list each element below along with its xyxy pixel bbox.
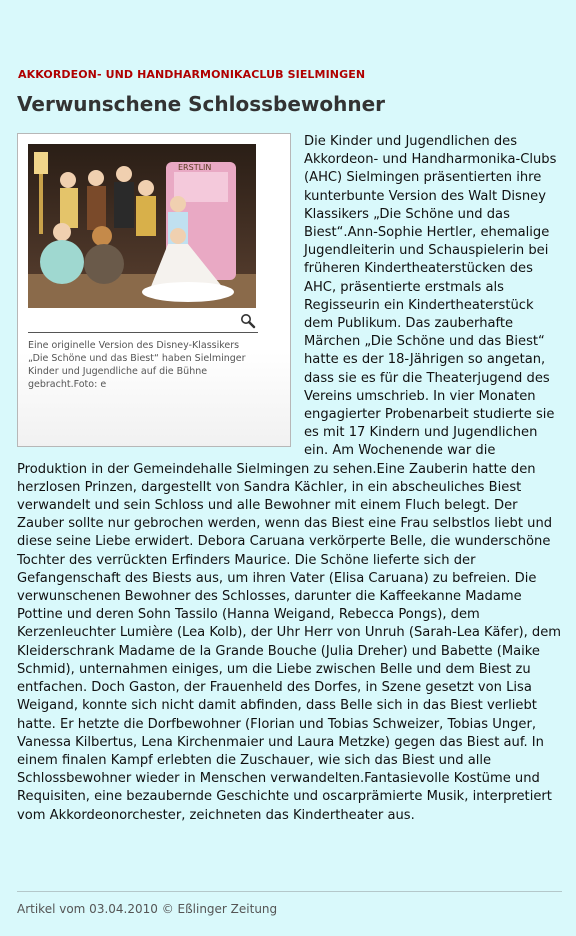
footer-divider	[17, 891, 562, 892]
magnifier-icon[interactable]	[240, 313, 256, 329]
photo-sign-text: ERSTLIN	[178, 163, 212, 172]
article-body	[17, 133, 562, 825]
article-kicker: AKKORDEON- UND HANDHARMONIKACLUB SIELMINGEN	[18, 68, 366, 81]
article-body-text: Die Kinder und Jugendlichen des Akkordeon- und Handharmonika-Clubs (AHC) Sielmingen präsentierten ihre kunterbunte Version des Walt Disney Klassikers „Die Schöne und das Biest“.Ann-Sophie Hertler, ehemalige Jugendleiterin und Schauspielerin bei früheren Kindertheaterstücken des AHC, präsentierte erstmals als Regisseurin ein Kindertheaterstück dem Publikum. Das zauberhafte Märchen „Die Schöne und das Biest“ hatte es der 18-Jährigen so angetan, dass sie es für die Theaterjugend des Vereins umschrieb. In vier Monaten engagierter Probenarbeit studierte sie es mit 17 Kindern und Jugendlichen ein. Am Wochenende war die Produktion in der Gemeindehalle Sielmingen zu sehen.Eine Zauberin hatte den herzlosen Prinzen, dargestellt von Sandra Kächler, in ein abscheuliches Biest verwandelt und sein Schloss und alle Bewohner mit einem Fluch belegt. Der Zauber sollte nur gebrochen werden, wenn das Biest eine Frau selbstlos liebt und diese seine Liebe erwidert. Debora Caruana verkörperte Belle, die wunderschöne Tochter des verrückten Erfinders Maurice. Die Schöne lieferte sich der Gefangenschaft des Biests aus, um ihren Vater (Elisa Caruana) zu befreien. Die verwunschenen Bewohner des Schlosses, darunter die Kaffeekanne Madame Pottine und deren Sohn Tassilo (Hanna Weigand, Rebecca Pongs), dem Kerzenleuchter Lumière (Lea Kolb), der Uhr Herr von Unruh (Sarah-Lea Käfer), dem Kleiderschrank Madame de la Grande Bouche (Julia Dreher) und Babette (Maike Schmid), unternahmen einiges, um die Liebe zwischen Belle und dem Biest zu entfachen. Doch Gaston, der Frauenheld des Dorfes, in Szene gesetzt von Lisa Weigand, konnte sich nicht damit abfinden, dass Belle sich in das Biest verliebt hatte. Er hetzte die Dorfbewohner (Florian und Tobias Schweizer, Tobias Unger, Vanessa Kilbertus, Lena Kirchenmaier und Laura Metzke) gegen das Biest auf. In einem finalen Kampf erlebten die Zuschauer, wie sich das Biest und alle Schlossbewohner wieder in Menschen verwandelten.Fantasievolle Kostüme und Requisiten, eine bezaubernde Geschichte und oscarprämierte Musik, interpretiert vom Akkordeonorchester, zeichneten das Kindertheater aus.	[17, 134, 562, 823]
photo-illustration	[28, 144, 256, 308]
article-photo[interactable]	[28, 144, 256, 308]
article-footer: Artikel vom 03.04.2010 © Eßlinger Zeitung	[17, 902, 278, 916]
photo-caption: Eine originelle Version des Disney-Klassikers „Die Schöne und das Biest“ haben Sielminger Kinder und Jugendliche auf die Bühne gebracht.Foto: e	[28, 340, 246, 390]
photo-toolbar	[28, 310, 258, 333]
article-headline: Verwunschene Schlossbewohner	[17, 92, 385, 116]
photo-box	[17, 133, 291, 447]
